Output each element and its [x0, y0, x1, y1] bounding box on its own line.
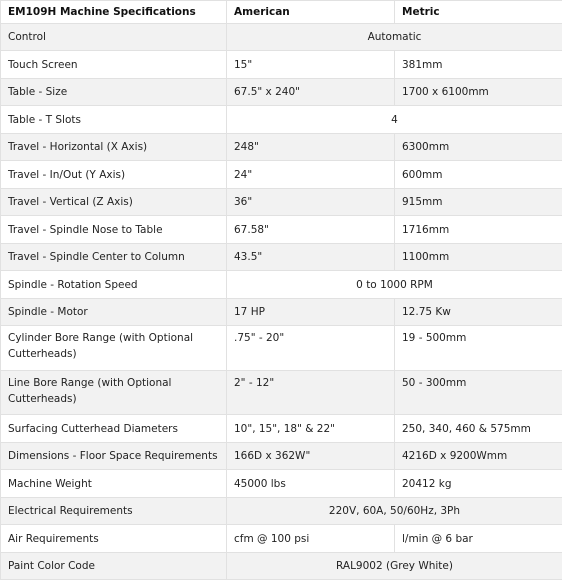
row-label: Touch Screen	[1, 51, 227, 79]
row-metric-value: 1100mm	[395, 244, 562, 271]
table-row	[1, 525, 562, 553]
row-metric-value: 4216D x 9200Wmm	[395, 443, 562, 470]
table-row	[1, 271, 562, 299]
row-merged-value: 0 to 1000 RPM	[227, 271, 562, 299]
row-american-value: 67.58"	[227, 216, 395, 244]
row-label: Surfacing Cutterhead Diameters	[1, 415, 227, 443]
row-american-value: 67.5" x 240"	[227, 79, 395, 106]
row-american-value: 24"	[227, 161, 395, 189]
row-label: Control	[1, 24, 227, 51]
row-metric-value: 12.75 Kw	[395, 299, 562, 326]
row-american-value: 17 HP	[227, 299, 395, 326]
row-merged-value: 220V, 60A, 50/60Hz, 3Ph	[227, 498, 562, 525]
row-american-value: 43.5"	[227, 244, 395, 271]
row-american-value: 36"	[227, 189, 395, 216]
row-label: Dimensions - Floor Space Requirements	[1, 443, 227, 470]
header-row	[1, 1, 562, 24]
row-label: Line Bore Range (with Optional Cutterheads)	[1, 371, 227, 415]
row-merged-value: RAL9002 (Grey White)	[227, 553, 562, 580]
row-metric-value: 381mm	[395, 51, 562, 79]
header-spec: EM109H Machine Specifications	[1, 1, 227, 24]
header-metric: Metric	[395, 1, 562, 24]
row-label: Travel - Vertical (Z Axis)	[1, 189, 227, 216]
table-row	[1, 24, 562, 51]
row-label: Travel - Spindle Center to Column	[1, 244, 227, 271]
row-label: Air Requirements	[1, 525, 227, 553]
row-metric-value: 19 - 500mm	[395, 326, 562, 371]
table-row	[1, 299, 562, 326]
row-metric-value: 250, 340, 460 & 575mm	[395, 415, 562, 443]
row-merged-value: Automatic	[227, 24, 562, 51]
row-label: Travel - Spindle Nose to Table	[1, 216, 227, 244]
row-label: Machine Weight	[1, 470, 227, 498]
row-label: Spindle - Rotation Speed	[1, 271, 227, 299]
row-metric-value: 50 - 300mm	[395, 371, 562, 415]
row-label: Travel - In/Out (Y Axis)	[1, 161, 227, 189]
row-merged-value: 4	[227, 106, 562, 134]
header-american: American	[227, 1, 395, 24]
row-metric-value: l/min @ 6 bar	[395, 525, 562, 553]
table-row	[1, 326, 562, 371]
row-american-value: cfm @ 100 psi	[227, 525, 395, 553]
row-american-value: 10", 15", 18" & 22"	[227, 415, 395, 443]
row-label: Table - Size	[1, 79, 227, 106]
row-metric-value: 6300mm	[395, 134, 562, 161]
row-label: Spindle - Motor	[1, 299, 227, 326]
table-row	[1, 244, 562, 271]
row-label: Travel - Horizontal (X Axis)	[1, 134, 227, 161]
row-american-value: 45000 lbs	[227, 470, 395, 498]
row-american-value: 248"	[227, 134, 395, 161]
table-row	[1, 470, 562, 498]
table-row	[1, 189, 562, 216]
row-label: Cylinder Bore Range (with Optional Cutterheads)	[1, 326, 227, 371]
row-label: Electrical Requirements	[1, 498, 227, 525]
row-metric-value: 20412 kg	[395, 470, 562, 498]
row-metric-value: 1700 x 6100mm	[395, 79, 562, 106]
row-american-value: .75" - 20"	[227, 326, 395, 371]
row-metric-value: 915mm	[395, 189, 562, 216]
spec-table-body	[1, 24, 562, 580]
row-american-value: 166D x 362W"	[227, 443, 395, 470]
table-row	[1, 134, 562, 161]
table-row	[1, 371, 562, 415]
table-row	[1, 498, 562, 525]
table-row	[1, 51, 562, 79]
row-label: Paint Color Code	[1, 553, 227, 580]
row-american-value: 2" - 12"	[227, 371, 395, 415]
row-american-value: 15"	[227, 51, 395, 79]
table-row	[1, 415, 562, 443]
table-row	[1, 161, 562, 189]
table-row	[1, 553, 562, 580]
row-metric-value: 1716mm	[395, 216, 562, 244]
table-row	[1, 79, 562, 106]
table-row	[1, 216, 562, 244]
row-label: Table - T Slots	[1, 106, 227, 134]
table-row	[1, 106, 562, 134]
table-row	[1, 443, 562, 470]
row-metric-value: 600mm	[395, 161, 562, 189]
